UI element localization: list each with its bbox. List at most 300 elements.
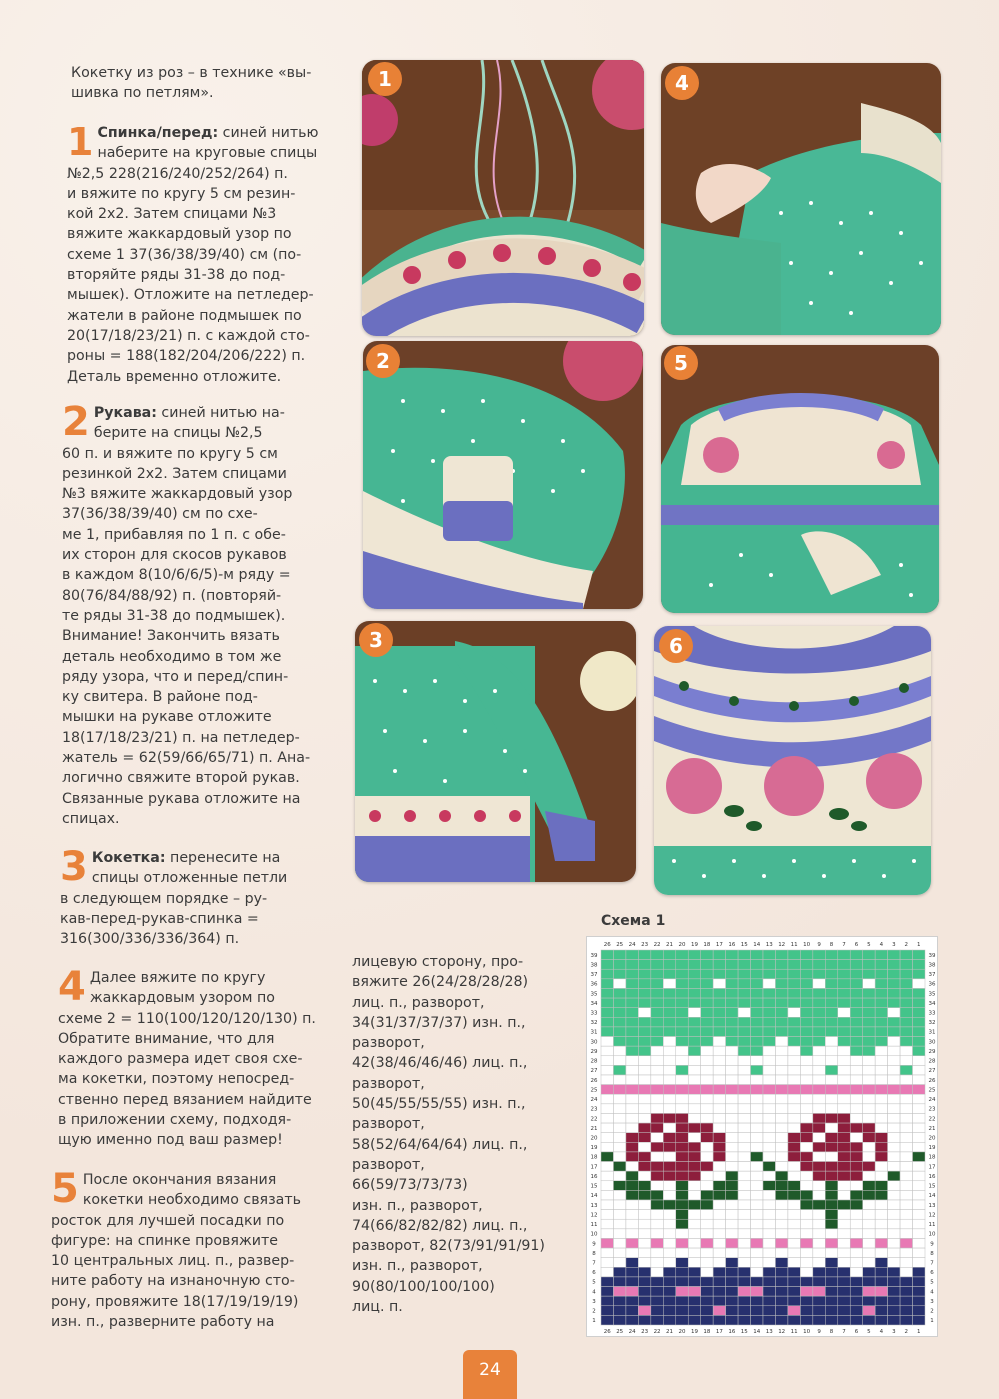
chart-cell <box>913 1171 925 1181</box>
chart-cell <box>688 1152 700 1162</box>
chart-cell <box>651 1210 663 1220</box>
chart-cell <box>838 1267 850 1277</box>
chart-cell <box>726 1027 738 1037</box>
chart-cell <box>838 950 850 960</box>
chart-cell <box>900 1200 912 1210</box>
chart-cell <box>913 1190 925 1200</box>
chart-cell <box>825 1133 837 1143</box>
chart-cell <box>626 988 638 998</box>
chart-cell <box>613 1210 625 1220</box>
chart-cell <box>775 1171 787 1181</box>
chart-cell <box>713 1065 725 1075</box>
chart-cell <box>888 1258 900 1268</box>
chart-cell <box>900 1075 912 1085</box>
chart-cell <box>601 1258 613 1268</box>
step-text-line: 42(38/46/46/46) лиц. п., <box>352 1055 528 1072</box>
chart-cell <box>751 1210 763 1220</box>
knitting-chart <box>586 936 938 1337</box>
chart-cell <box>775 998 787 1008</box>
chart-cell <box>800 1287 812 1297</box>
chart-cell <box>825 1046 837 1056</box>
chart-cell <box>751 1258 763 1268</box>
chart-cell <box>651 1200 663 1210</box>
chart-cell <box>800 1133 812 1143</box>
chart-cell <box>701 1315 713 1325</box>
chart-cell <box>638 1152 650 1162</box>
chart-cell <box>601 1287 613 1297</box>
chart-cell <box>638 1142 650 1152</box>
chart-cell <box>613 1017 625 1027</box>
chart-cell <box>863 1056 875 1066</box>
chart-cell <box>676 1133 688 1143</box>
chart-cell <box>800 1162 812 1172</box>
chart-cell <box>913 1075 925 1085</box>
chart-cell <box>651 1296 663 1306</box>
step-text-line: 20(17/18/23/21) п. с каждой сто- <box>67 327 310 344</box>
chart-cell <box>875 1085 887 1095</box>
chart-cell <box>763 1017 775 1027</box>
chart-cell <box>713 1277 725 1287</box>
chart-cell <box>813 1046 825 1056</box>
chart-cell <box>676 1315 688 1325</box>
chart-cell <box>676 1104 688 1114</box>
chart-cell <box>751 979 763 989</box>
chart-cell <box>825 1162 837 1172</box>
chart-cell <box>825 1056 837 1066</box>
chart-row-number: 35 <box>590 991 598 998</box>
chart-cell <box>713 1258 725 1268</box>
chart-cell <box>863 1065 875 1075</box>
chart-cell <box>800 1037 812 1047</box>
chart-cell <box>676 979 688 989</box>
chart-cell <box>651 979 663 989</box>
chart-cell <box>663 1210 675 1220</box>
chart-cell <box>875 950 887 960</box>
chart-cell <box>875 1075 887 1085</box>
chart-cell <box>825 1277 837 1287</box>
chart-cell <box>775 950 787 960</box>
chart-cell <box>751 988 763 998</box>
chart-cell <box>738 1085 750 1095</box>
chart-cell <box>713 1238 725 1248</box>
chart-cell <box>726 1200 738 1210</box>
chart-cell <box>800 1152 812 1162</box>
chart-cell <box>850 1296 862 1306</box>
chart-cell <box>888 1075 900 1085</box>
chart-cell <box>738 969 750 979</box>
chart-cell <box>775 1258 787 1268</box>
chart-cell <box>726 1075 738 1085</box>
chart-cell <box>713 1219 725 1229</box>
chart-cell <box>663 1065 675 1075</box>
chart-cell <box>913 1277 925 1287</box>
chart-cell <box>875 1027 887 1037</box>
chart-row-number: 20 <box>928 1135 936 1142</box>
chart-cell <box>651 1315 663 1325</box>
chart-cell <box>825 1152 837 1162</box>
chart-cell <box>763 960 775 970</box>
photo-4-image <box>661 63 941 335</box>
step-text-line: 18(17/18/23/21) п. на петледер- <box>62 729 300 746</box>
chart-cell <box>825 979 837 989</box>
chart-row-number: 32 <box>590 1020 598 1027</box>
chart-cell <box>751 1181 763 1191</box>
step-text-line: те ряды 31-38 до подмышек). <box>62 607 286 624</box>
chart-cell <box>713 1162 725 1172</box>
step-text-line: щую именно под ваш размер! <box>58 1132 283 1149</box>
chart-cell <box>726 1181 738 1191</box>
chart-cell <box>900 1248 912 1258</box>
chart-row-number: 29 <box>928 1048 936 1055</box>
chart-column-number: 22 <box>653 942 661 948</box>
chart-cell <box>775 988 787 998</box>
chart-cell <box>800 1267 812 1277</box>
chart-cell <box>788 1133 800 1143</box>
chart-cell <box>763 1200 775 1210</box>
chart-cell <box>825 1104 837 1114</box>
chart-cell <box>763 1210 775 1220</box>
chart-cell <box>775 960 787 970</box>
chart-cell <box>663 1287 675 1297</box>
chart-cell <box>676 1085 688 1095</box>
chart-cell <box>913 1056 925 1066</box>
knitting-chart-grid <box>587 937 939 1338</box>
chart-cell <box>738 1162 750 1172</box>
chart-cell <box>651 1248 663 1258</box>
chart-cell <box>738 960 750 970</box>
chart-cell <box>701 1142 713 1152</box>
chart-cell <box>663 950 675 960</box>
chart-cell <box>800 969 812 979</box>
photo-1 <box>362 60 644 336</box>
chart-cell <box>713 1104 725 1114</box>
chart-cell <box>913 1037 925 1047</box>
step-text-line: разворот, <box>352 1156 425 1173</box>
chart-cell <box>651 1142 663 1152</box>
chart-cell <box>626 1277 638 1287</box>
chart-cell <box>813 950 825 960</box>
chart-row-number: 21 <box>590 1125 598 1132</box>
chart-column-number: 1 <box>917 942 921 948</box>
chart-row-number: 8 <box>592 1250 596 1257</box>
chart-cell <box>863 1248 875 1258</box>
chart-cell <box>676 1181 688 1191</box>
chart-cell <box>875 1133 887 1143</box>
chart-cell <box>888 1296 900 1306</box>
chart-cell <box>663 979 675 989</box>
step-text-line: берите на спицы №2,5 <box>93 425 263 442</box>
chart-cell <box>638 1104 650 1114</box>
chart-cell <box>651 1075 663 1085</box>
chart-cell <box>813 1306 825 1316</box>
chart-cell <box>900 1229 912 1239</box>
chart-row-number: 2 <box>930 1308 934 1315</box>
chart-cell <box>888 1008 900 1018</box>
chart-cell <box>638 1190 650 1200</box>
chart-cell <box>626 1315 638 1325</box>
chart-row-number: 12 <box>928 1212 936 1219</box>
chart-cell <box>651 988 663 998</box>
chart-cell <box>638 1065 650 1075</box>
chart-cell <box>775 1065 787 1075</box>
chart-cell <box>800 1113 812 1123</box>
chart-cell <box>863 1017 875 1027</box>
chart-row-number: 30 <box>590 1039 598 1046</box>
chart-cell <box>738 1133 750 1143</box>
chart-cell <box>726 1315 738 1325</box>
chart-cell <box>626 1094 638 1104</box>
chart-cell <box>688 1065 700 1075</box>
chart-cell <box>676 1210 688 1220</box>
chart-cell <box>800 1200 812 1210</box>
chart-cell <box>838 1287 850 1297</box>
chart-cell <box>825 969 837 979</box>
chart-cell <box>626 979 638 989</box>
chart-cell <box>638 1162 650 1172</box>
chart-cell <box>888 1017 900 1027</box>
chart-cell <box>701 1113 713 1123</box>
chart-cell <box>825 1248 837 1258</box>
chart-cell <box>601 988 613 998</box>
chart-cell <box>775 1152 787 1162</box>
chart-row-number: 9 <box>930 1241 934 1248</box>
chart-cell <box>626 1113 638 1123</box>
chart-cell <box>676 1123 688 1133</box>
chart-row-number: 17 <box>590 1164 598 1171</box>
chart-cell <box>763 1094 775 1104</box>
chart-cell <box>838 1142 850 1152</box>
step-text-line: лицевую сторону, про- <box>352 954 524 970</box>
chart-cell <box>888 998 900 1008</box>
chart-cell <box>701 1210 713 1220</box>
chart-cell <box>651 1085 663 1095</box>
step-number: 3 <box>60 844 88 890</box>
chart-cell <box>688 1037 700 1047</box>
chart-cell <box>651 1258 663 1268</box>
chart-cell <box>626 1171 638 1181</box>
chart-row-number: 4 <box>592 1289 596 1296</box>
chart-cell <box>738 1075 750 1085</box>
chart-cell <box>900 1190 912 1200</box>
chart-cell <box>775 1046 787 1056</box>
chart-column-number: 16 <box>728 1329 736 1335</box>
chart-cell <box>763 1027 775 1037</box>
chart-cell <box>738 950 750 960</box>
photo-2-image <box>363 341 643 609</box>
chart-cell <box>825 1142 837 1152</box>
chart-row-number: 23 <box>928 1106 936 1113</box>
chart-cell <box>863 1142 875 1152</box>
chart-cell <box>726 1152 738 1162</box>
chart-cell <box>800 1017 812 1027</box>
step-text-line: ме 1, прибавляя по 1 п. с обе- <box>62 526 286 543</box>
chart-cell <box>850 1162 862 1172</box>
chart-cell <box>626 1200 638 1210</box>
chart-cell <box>900 1219 912 1229</box>
chart-cell <box>800 1008 812 1018</box>
chart-cell <box>800 1046 812 1056</box>
chart-cell <box>888 988 900 998</box>
chart-cell <box>850 1142 862 1152</box>
chart-column-number: 14 <box>753 1329 761 1335</box>
chart-cell <box>888 1027 900 1037</box>
chart-cell <box>788 1315 800 1325</box>
chart-cell <box>888 1094 900 1104</box>
chart-cell <box>850 1123 862 1133</box>
chart-cell <box>788 1065 800 1075</box>
chart-cell <box>900 1287 912 1297</box>
chart-cell <box>626 1238 638 1248</box>
chart-cell <box>875 1306 887 1316</box>
chart-cell <box>825 998 837 1008</box>
chart-column-number: 6 <box>854 942 859 948</box>
chart-row-number: 39 <box>590 952 598 959</box>
chart-cell <box>663 1296 675 1306</box>
chart-cell <box>626 969 638 979</box>
chart-cell <box>701 979 713 989</box>
chart-column-number: 5 <box>867 942 871 948</box>
chart-row-number: 27 <box>590 1068 598 1075</box>
chart-cell <box>738 1267 750 1277</box>
chart-cell <box>900 1017 912 1027</box>
chart-cell <box>763 1056 775 1066</box>
chart-cell <box>638 960 650 970</box>
chart-cell <box>713 1210 725 1220</box>
chart-cell <box>676 1306 688 1316</box>
chart-cell <box>838 960 850 970</box>
chart-cell <box>613 1104 625 1114</box>
chart-cell <box>850 1267 862 1277</box>
chart-cell <box>613 1113 625 1123</box>
chart-cell <box>825 1008 837 1018</box>
chart-cell <box>713 1306 725 1316</box>
chart-cell <box>676 998 688 1008</box>
step-text-line: ряду узора, что и перед/спин- <box>62 668 289 685</box>
chart-cell <box>900 1258 912 1268</box>
chart-cell <box>913 950 925 960</box>
chart-cell <box>626 1306 638 1316</box>
chart-cell <box>813 1056 825 1066</box>
chart-cell <box>763 1046 775 1056</box>
step-text-line: мышек). Отложите на петледер- <box>67 287 314 304</box>
step-text-line: и вяжите по кругу 5 см резин- <box>67 185 296 202</box>
chart-cell <box>751 1277 763 1287</box>
chart-cell <box>813 1065 825 1075</box>
step-text-line: ственно перед вязанием найдите <box>58 1091 312 1108</box>
chart-cell <box>813 998 825 1008</box>
chart-row-number: 6 <box>930 1270 934 1277</box>
chart-cell <box>900 1277 912 1287</box>
chart-cell <box>651 1238 663 1248</box>
chart-row-number: 17 <box>928 1164 936 1171</box>
chart-cell <box>788 1123 800 1133</box>
chart-cell <box>613 1306 625 1316</box>
chart-cell <box>875 1181 887 1191</box>
chart-cell <box>775 979 787 989</box>
chart-cell <box>676 1258 688 1268</box>
step-text-line: 74(66/82/82/82) лиц. п., <box>352 1217 528 1234</box>
chart-cell <box>875 1113 887 1123</box>
chart-cell <box>763 979 775 989</box>
chart-cell <box>913 1046 925 1056</box>
chart-cell <box>788 1258 800 1268</box>
chart-cell <box>701 1123 713 1133</box>
chart-cell <box>800 1238 812 1248</box>
chart-column-number: 13 <box>765 942 773 948</box>
chart-cell <box>688 1287 700 1297</box>
chart-cell <box>738 1065 750 1075</box>
chart-cell <box>775 1210 787 1220</box>
chart-cell <box>663 1162 675 1172</box>
chart-cell <box>888 1190 900 1200</box>
chart-cell <box>788 1296 800 1306</box>
chart-cell <box>800 1094 812 1104</box>
chart-cell <box>913 1181 925 1191</box>
chart-cell <box>726 969 738 979</box>
chart-cell <box>738 1238 750 1248</box>
chart-cell <box>775 1181 787 1191</box>
chart-row-number: 26 <box>928 1077 936 1084</box>
chart-cell <box>651 1123 663 1133</box>
chart-cell <box>638 1277 650 1287</box>
chart-cell <box>913 988 925 998</box>
step-heading: Рукава: <box>93 405 157 421</box>
chart-cell <box>713 950 725 960</box>
chart-row-number: 4 <box>930 1289 934 1296</box>
chart-cell <box>800 1306 812 1316</box>
chart-cell <box>875 1277 887 1287</box>
chart-cell <box>638 979 650 989</box>
chart-cell <box>638 1306 650 1316</box>
chart-cell <box>676 1229 688 1239</box>
chart-cell <box>701 1229 713 1239</box>
chart-cell <box>863 1133 875 1143</box>
chart-cell <box>638 1210 650 1220</box>
chart-cell <box>813 1171 825 1181</box>
chart-cell <box>626 1190 638 1200</box>
chart-cell <box>763 1219 775 1229</box>
chart-cell <box>850 979 862 989</box>
chart-cell <box>863 1229 875 1239</box>
chart-row-number: 24 <box>928 1097 936 1104</box>
chart-cell <box>863 1162 875 1172</box>
chart-cell <box>863 1171 875 1181</box>
chart-cell <box>626 1046 638 1056</box>
chart-column-number: 18 <box>703 942 711 948</box>
chart-cell <box>751 1017 763 1027</box>
chart-cell <box>813 1085 825 1095</box>
chart-cell <box>788 998 800 1008</box>
chart-cell <box>775 1306 787 1316</box>
step-text-line: резинкой 2х2. Затем спицами <box>62 465 287 482</box>
chart-cell <box>838 1296 850 1306</box>
chart-cell <box>626 1219 638 1229</box>
chart-cell <box>875 1123 887 1133</box>
step-text-line: синей нитью <box>218 125 319 141</box>
step-text-line: в каждом 8(10/6/6/5)-м ряду = <box>62 567 291 584</box>
chart-cell <box>663 1181 675 1191</box>
chart-cell <box>701 1133 713 1143</box>
chart-cell <box>850 1075 862 1085</box>
photo-1-image <box>362 60 644 336</box>
chart-cell <box>638 1123 650 1133</box>
chart-cell <box>763 1171 775 1181</box>
step-text-line: роны = 188(182/204/206/222) п. <box>67 348 306 365</box>
chart-cell <box>688 1248 700 1258</box>
chart-cell <box>726 1190 738 1200</box>
chart-cell <box>701 1200 713 1210</box>
chart-cell <box>775 1085 787 1095</box>
